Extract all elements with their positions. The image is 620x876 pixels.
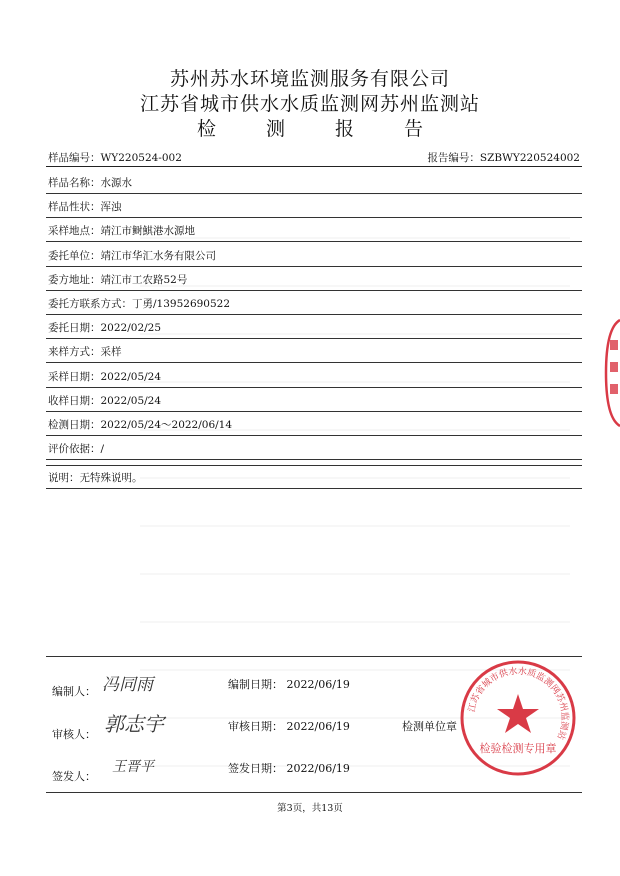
- sample-info-row: [48, 369, 161, 384]
- field-value: 2022/02/25: [100, 322, 162, 335]
- sample-info-row: [48, 223, 195, 238]
- field-label: 评价依据：: [48, 443, 101, 456]
- signature-top-rule: [46, 656, 582, 657]
- issue-date: 签发日期： 2022/06/19: [228, 762, 350, 775]
- page-indicator: 第3页，共13页: [277, 803, 343, 814]
- field-value: 靖江市工农路52号: [100, 273, 188, 286]
- issuer-signature: 王晋平: [112, 759, 154, 775]
- field-label: 委方地址：: [48, 273, 101, 286]
- review-date: 审核日期： 2022/06/19: [228, 720, 350, 733]
- reviewer-signature: 郭志宇: [104, 712, 164, 736]
- note-bottom-rule: [46, 488, 582, 489]
- sample-info-row: [48, 199, 122, 214]
- seal-center-text: 检验检测专用章: [479, 742, 557, 755]
- report-title: 检测报告: [196, 118, 473, 140]
- field-label: 收样日期：: [48, 394, 101, 407]
- sample-info-row: [48, 417, 232, 432]
- compiler-signature: 冯同雨: [102, 675, 153, 695]
- official-seal-icon: [458, 658, 578, 778]
- row-divider: [46, 193, 582, 194]
- header-rule: [46, 166, 582, 167]
- fields-bottom-rule: [46, 465, 582, 466]
- sample-info-row: [48, 248, 216, 263]
- field-value: 水源水: [100, 177, 132, 189]
- row-divider: [46, 266, 582, 267]
- remark-note: 说明：无特殊说明。: [48, 472, 143, 484]
- row-divider: [46, 435, 582, 436]
- sample-info-row: [48, 441, 104, 456]
- field-value: 浑浊: [100, 201, 122, 214]
- field-label: 检测日期：: [48, 419, 101, 431]
- edge-seal-fragment-icon: [604, 318, 620, 428]
- field-value: 丁勇/13952690522: [132, 298, 231, 310]
- issuer-label: 签发人：: [52, 770, 96, 783]
- sample-info-row: [48, 320, 161, 335]
- field-value: 2022/05/24: [100, 394, 162, 407]
- reviewer-label: 审核人：: [52, 728, 96, 741]
- field-label: 来样方式：: [48, 346, 101, 359]
- row-divider: [46, 290, 582, 291]
- field-label: 样品性状：: [48, 201, 101, 214]
- signature-bottom-rule: [46, 792, 582, 793]
- field-label: 委托日期：: [48, 322, 101, 335]
- sample-info-row: [48, 175, 132, 190]
- sample-info-row: [48, 296, 230, 311]
- field-value: 2022/05/24～2022/06/14: [100, 419, 233, 431]
- row-divider: [46, 241, 582, 242]
- field-label: 委托方联系方式：: [48, 298, 132, 310]
- row-divider: [46, 338, 582, 339]
- compile-date: 编制日期： 2022/06/19: [228, 678, 350, 691]
- testing-unit-seal-label: 检测单位章: [402, 720, 457, 733]
- field-label: 采样地点：: [48, 225, 101, 238]
- row-divider: [46, 217, 582, 218]
- field-value: 采样: [100, 346, 122, 359]
- sample-info-row: [48, 272, 187, 287]
- sample-info-row: [48, 344, 122, 359]
- field-value: 靖江市华汇水务有限公司: [100, 249, 216, 262]
- seal-star-icon: [497, 694, 539, 733]
- station-name: 江苏省城市供水水质监测网苏州监测站: [139, 93, 480, 115]
- field-value: 靖江市鲥鯕港水源地: [100, 225, 195, 238]
- compiler-label: 编制人：: [52, 685, 96, 698]
- sample-info-row: [48, 393, 161, 408]
- sample-number: 样品编号：WY220524-002: [48, 152, 182, 164]
- field-value: /: [100, 443, 105, 456]
- seal-ring-text: 江苏省城市供水水质监测网苏州监测站: [467, 666, 570, 741]
- org-name: 苏州苏水环境监测服务有限公司: [169, 68, 450, 90]
- report-number: 报告编号：SZBWY220524002: [427, 152, 580, 164]
- row-divider: [46, 314, 582, 315]
- row-divider: [46, 459, 582, 460]
- row-divider: [46, 411, 582, 412]
- field-value: 2022/05/24: [100, 370, 162, 383]
- field-label: 采样日期：: [48, 370, 101, 383]
- field-label: 委托单位：: [48, 249, 101, 262]
- field-label: 样品名称：: [48, 177, 101, 189]
- row-divider: [46, 387, 582, 388]
- row-divider: [46, 362, 582, 363]
